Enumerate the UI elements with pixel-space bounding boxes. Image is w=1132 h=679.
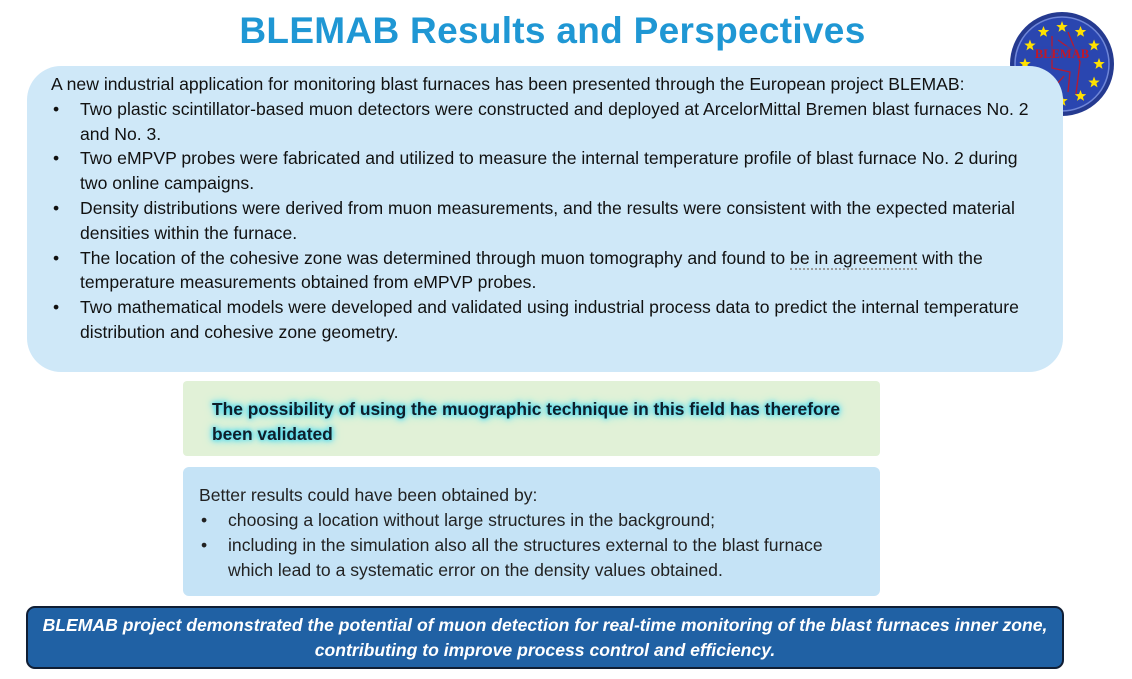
bullet-icon: • — [53, 197, 60, 218]
validation-text: The possibility of using the muographic technique in this field has therefore been validated — [212, 399, 841, 444]
improvements-intro: Better results could have been obtained by: — [199, 485, 538, 505]
list-item: • Density distributions were derived from muon measurements, and the results were consistent with the expected material densities within the furnace. — [53, 197, 1015, 243]
bullet-icon: • — [53, 148, 60, 169]
svg-text:BLEMAB: BLEMAB — [1034, 47, 1090, 61]
bullet-icon: • — [201, 535, 208, 555]
list-item: • including in the simulation also all the structures external to the blast furnace which lead to a systematic error on the density values obtained. — [201, 535, 823, 580]
results-summary-panel — [27, 66, 1063, 372]
validation-callout — [183, 381, 880, 456]
list-item: • Two mathematical models were developed and validated using industrial process data to predict the internal temperature distribution and cohesive zone geometry. — [53, 297, 1019, 342]
improvements-panel — [183, 467, 880, 596]
results-list — [51, 97, 1039, 345]
bullet-icon: • — [53, 297, 60, 318]
bullet-icon: • — [53, 247, 60, 268]
bullet-icon: • — [53, 98, 60, 119]
bullet-icon: • — [201, 510, 208, 530]
conclusion-text: BLEMAB project demonstrated the potential of muon detection for real-time monitoring of the blast furnaces inner zone, contributing to improve process control and efficiency. — [42, 615, 1048, 660]
results-intro: A new industrial application for monitoring blast furnaces has been presented through the European project BLEMAB: — [51, 74, 965, 94]
list-item: • The location of the cohesive zone was determined through muon tomography and found to be in agreement with the temperature measurements obtained from eMPVP probes. — [53, 247, 983, 293]
list-item: • Two eMPVP probes were fabricated and utilized to measure the internal temperature profile of blast furnace No. 2 during two online campaigns. — [53, 148, 1018, 194]
improvements-list — [199, 508, 866, 583]
page-title: BLEMAB Results and Perspectives — [239, 10, 866, 51]
list-item: • choosing a location without large structures in the background; — [199, 508, 866, 533]
conclusion-banner — [26, 606, 1064, 669]
underlined-phrase: be in agreement — [790, 247, 918, 268]
list-item: • Two plastic scintillator-based muon detectors were constructed and deployed at ArcelorMittal Bremen blast furnaces No. 2 and No. 3. — [53, 98, 1029, 144]
